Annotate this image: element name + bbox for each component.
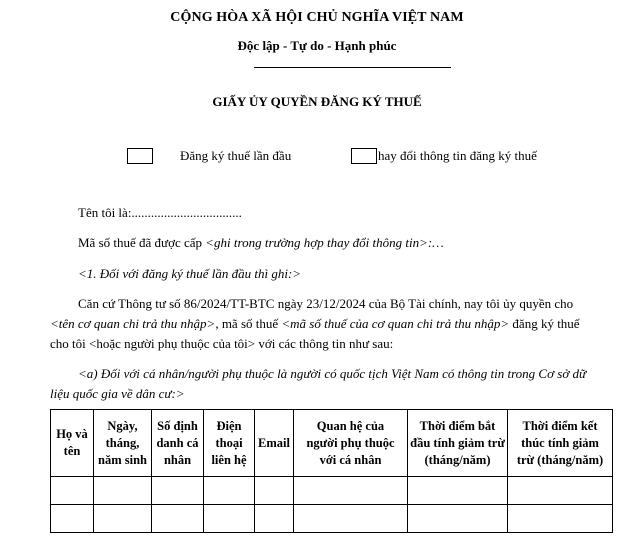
- sub-a-line-2: liệu quốc gia về dân cư:>: [50, 386, 185, 401]
- register-text: đăng ký thuế: [509, 316, 580, 331]
- national-title: CỘNG HÒA XÃ HỘI CHỦ NGHĨA VIỆT NAM: [170, 10, 464, 25]
- column-header-line: với cá nhân: [319, 452, 382, 467]
- column-header-line: thúc tính giảm: [521, 435, 599, 450]
- change-info-label: hay đổi thông tin đăng ký thuế: [378, 148, 537, 163]
- column-header: [204, 410, 255, 477]
- table-cell[interactable]: [51, 505, 94, 533]
- column-header-line: Quan hệ của: [316, 418, 385, 433]
- column-header-line: nhân: [163, 452, 192, 467]
- column-header-line: liên hệ: [211, 452, 247, 467]
- sub-a-line-1: <a) Đối với cá nhân/người phụ thuộc là người có quốc tịch Việt Nam có thông tin trong Cơ sở dữ: [78, 366, 587, 381]
- column-header-line: Điện: [216, 418, 242, 433]
- change-info-checkbox[interactable]: [351, 148, 377, 164]
- column-header-line: danh cá: [156, 435, 199, 450]
- tax-code-line: [78, 235, 444, 251]
- column-header-line: (tháng/năm): [424, 452, 491, 467]
- column-header: [255, 410, 294, 477]
- dependent-info-table: [50, 409, 613, 533]
- column-header: [294, 410, 408, 477]
- table-cell[interactable]: [94, 477, 152, 505]
- paragraph-line-1: Căn cứ Thông tư số 86/2024/TT-BTC ngày 23/12/2024 của Bộ Tài chính, nay tôi ủy quyền cho: [78, 296, 574, 311]
- column-header: [51, 410, 94, 477]
- paragraph-line-2: [50, 316, 580, 332]
- tax-code-hint: <ghi trong trường hợp thay đổi thông tin>:…: [205, 235, 444, 250]
- table-cell[interactable]: [255, 477, 294, 505]
- table-cell[interactable]: [152, 477, 204, 505]
- document-title: GIẤY ỦY QUYỀN ĐĂNG KÝ THUẾ: [212, 94, 422, 109]
- table-cell[interactable]: [294, 505, 408, 533]
- column-header-line: Email: [258, 435, 290, 450]
- column-header-line: tên: [63, 444, 81, 458]
- column-header-line: đầu tính giảm trừ: [410, 435, 505, 450]
- column-header: [94, 410, 152, 477]
- table-cell[interactable]: [51, 477, 94, 505]
- national-motto: Độc lập - Tự do - Hạnh phúc: [237, 38, 397, 53]
- column-header-line: Thời điểm bắt: [419, 418, 496, 433]
- payer-tax-code-hint: <mã số thuế của cơ quan chi trả thu nhập>: [281, 316, 510, 331]
- section1-hint: <1. Đối với đăng ký thuế lần đầu thì ghi:>: [78, 266, 302, 281]
- column-header-line: người phụ thuộc: [306, 435, 395, 450]
- table-cell[interactable]: [408, 477, 508, 505]
- table-cell[interactable]: [408, 505, 508, 533]
- column-header-line: Ngày,: [107, 418, 138, 433]
- table-cell[interactable]: [508, 477, 613, 505]
- payer-name-hint: <tên cơ quan chi trả thu nhập>: [50, 316, 216, 331]
- column-header: [408, 410, 508, 477]
- table-header-row: [51, 410, 613, 477]
- column-header-line: Họ và: [56, 427, 88, 441]
- name-line: Tên tôi là:..................................: [78, 205, 242, 220]
- table-cell[interactable]: [94, 505, 152, 533]
- tax-code-text: , mã số thuế: [215, 316, 282, 331]
- tax-code-prefix: Mã số thuế đã được cấp: [78, 235, 206, 250]
- column-header-line: Số định: [157, 418, 198, 433]
- table-cell[interactable]: [152, 505, 204, 533]
- column-header-line: tháng,: [105, 435, 140, 450]
- table-cell[interactable]: [204, 477, 255, 505]
- table-cell[interactable]: [204, 505, 255, 533]
- table-row: [51, 477, 613, 505]
- first-time-label: Đăng ký thuế lần đầu: [180, 148, 292, 163]
- column-header-line: Thời điểm kết: [522, 418, 598, 433]
- column-header-line: năm sinh: [98, 452, 147, 467]
- table-row: [51, 505, 613, 533]
- column-header-line: trừ (tháng/năm): [516, 452, 604, 467]
- paragraph-line-3: cho tôi <hoặc người phụ thuộc của tôi> với các thông tin như sau:: [50, 336, 394, 351]
- table-cell[interactable]: [294, 477, 408, 505]
- table-cell[interactable]: [508, 505, 613, 533]
- column-header: [508, 410, 613, 477]
- column-header: [152, 410, 204, 477]
- motto-underline: [254, 67, 451, 68]
- first-time-checkbox[interactable]: [127, 148, 153, 164]
- column-header-line: thoại: [215, 435, 243, 450]
- table-cell[interactable]: [255, 505, 294, 533]
